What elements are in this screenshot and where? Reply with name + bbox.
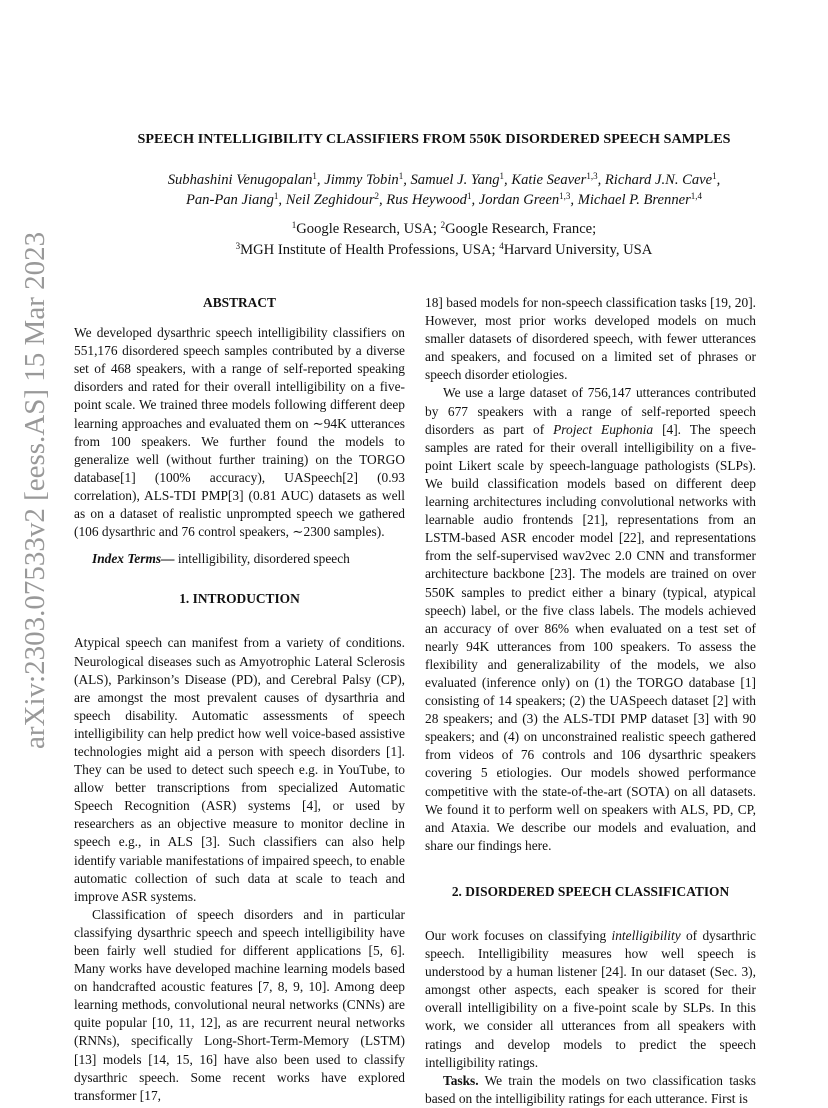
section2-p1-text: Our work focuses on classifying <box>425 928 612 943</box>
intro-paragraph-2-continued: 18] based models for non-speech classification tasks [19, 20]. However, most prior works developed models on much smaller datasets of disordered speech, with fewer utterances and speakers, and focused on a limited set of phrases or speech disorder etiologies. <box>425 295 756 383</box>
index-terms <box>74 550 405 568</box>
intro-paragraph-3 <box>425 384 756 854</box>
author: Subhashini Venugopalan <box>167 172 313 188</box>
arxiv-sidebar-id: arXiv:2303.07533v2 [eess.AS] 15 Mar 2023 <box>19 231 51 749</box>
intro-p3-text: [4]. The speech samples are rated for their overall intelligibility on a five-point Likert scale by speech-language pathologists (SLPs). We build classification models based on different deep learning architectures including convolutional networks with learnable audio frontends [21], representations from an LSTM-based ASR encoder model [22], and representations from the self-supervised wav2vec 2.0 CNN and transformer architecture backbone [23]. The models are trained on over 550K samples to predict either a binary (typical, atypical speech) label, or the five class labels. The models achieved an accuracy of over 86% when evaluated on a test set of nearly 94K utterances from 100 speakers. To assess the flexibility and generalizability of the models, we also evaluated (inference only) on (1) the TORGO database [1] consisting of 14 speakers; (2) the UASpeech dataset [2] with 28 speakers; and (3) the ALS-TDI PMP dataset [3] with 90 speakers; and (4) on unconstrained realistic speech gathered from videos of 76 controls and 106 dysarthric speakers covering 5 etiologies. Our models showed performance competitive with the state-of-the-art (SOTA) on all datasets. We found it to perform well on speakers with ALS, PD, CP, and Ataxia. We describe our models and evaluation, and share our findings here. <box>425 421 756 853</box>
author-affil-sup: 1,3 <box>586 171 598 181</box>
section2-p1-text: of dysarthric speech. Intelligibility measures how well speech is understood by a human listener [24]. In our dataset (Sec. 3), amongst other aspects, each speaker is scored for their overall intelligibility on a five-point scale by SLPs. In this work, we consider all utterances from all speakers with ratings and develop models to predict the speech intelligibility ratings. <box>425 928 756 1070</box>
author-affil-sup: 1 <box>273 191 279 201</box>
author: Samuel J. Yang <box>410 172 500 188</box>
affil-sup: 1 <box>291 220 297 230</box>
affil-sup: 3 <box>235 241 241 251</box>
author-affil-sup: 1 <box>398 171 404 181</box>
author: Neil Zeghidour <box>285 192 375 208</box>
tasks-text: We train the models on two classification tasks based on the intelligibility ratings for each utterance. First is <box>425 1072 756 1106</box>
section2-heading: 2. DISORDERED SPEECH CLASSIFICATION <box>451 883 730 899</box>
index-terms-text: intelligibility, disordered speech <box>174 551 350 567</box>
project-name: Project Euphonia <box>553 421 654 437</box>
author: Katie Seaver <box>511 172 587 188</box>
intro-p3-text: We use a large dataset of 756,147 utterances contributed by 677 speakers with a range of self-reported speech disorders as part of <box>425 385 756 437</box>
intro-paragraph-1: Atypical speech can manifest from a variety of conditions. Neurological diseases such as Amyotrophic Lateral Sclerosis (ALS), Parkinson’s Disease (PD), and Cerebral Palsy (CP), are amongst the most prevalent causes of dysarthria and speech disability. Automatic assessments of speech intelligibility can help predict how well voice-based assistive technologies might aid a person with speech disorders [1]. They can be used to detect such speech e.g. in YouTube, to allow better transcriptions from specialized Automatic Speech Recognition (ASR) systems [4], or used by researchers as an objective measure to monitor decline in speech e.g., in ALS [3]. Such classifiers can also help identify variable manifestations of impaired speech, to enable automatic collection of such data at scale to teach and improve ASR systems. <box>74 635 405 904</box>
section2-tasks-paragraph <box>425 1072 756 1108</box>
intro-heading: 1. INTRODUCTION <box>179 591 300 607</box>
affiliation: Harvard University, USA <box>503 242 653 258</box>
intro-paragraph-2: Classification of speech disorders and in particular classifying dysarthric speech and speech intelligibility have been fairly well studied for different applications [5, 6]. Many works have developed machine learning models based on handcrafted acoustic features [7, 8, 9, 10]. Among deep learning methods, convolutional neural networks (CNNs) are quite popular [10, 11, 12], as are recurrent neural networks (RNNs), specifically Long-Short-Term-Memory (LSTM) [13] models [14, 15, 16] have also been used to classify dysarthric speech. Some recent works have explored transformer [17, <box>74 906 405 1103</box>
affiliation: MGH Institute of Health Professions, USA; <box>240 242 500 258</box>
author-affil-sup: 1 <box>466 191 472 201</box>
author-affil-sup: 1 <box>312 171 317 181</box>
left-column <box>74 294 405 1105</box>
author-affil-sup: 1 <box>712 171 717 181</box>
author: Richard J.N. Cave <box>604 172 713 188</box>
section2-paragraph-1 <box>425 927 756 1072</box>
author: Michael P. Brenner <box>577 192 691 208</box>
author-list: Subhashini Venugopalan$^1$, Jimmy Tobin$^1$, Samuel J. Yang$^1$, Katie Seaver$^{1,3}$, Richard J.N. Cave$^1$, Pan-Pan Jiang$^1$, Neil Zeghidour$^2$, Rus Heywood$^1$, Jordan Green$^{1,3}$, Michael P. Brenner$^{1,4}$ <box>167 171 721 208</box>
tasks-label: Tasks. <box>443 1072 479 1088</box>
author: Pan-Pan Jiang <box>185 192 274 208</box>
author-affil-sup: 1 <box>499 171 505 181</box>
affiliations <box>60 219 828 261</box>
author-affil-sup: 1,4 <box>690 191 703 201</box>
affil-sup: 4 <box>499 241 504 251</box>
affiliation: Google Research, France; <box>445 221 597 237</box>
author-affil-sup: 2 <box>374 191 379 201</box>
author: Jimmy Tobin <box>324 172 399 188</box>
affil-sup: 2 <box>440 220 446 230</box>
affiliation: Google Research, USA; <box>296 221 441 237</box>
emphasis-term: intelligibility <box>611 928 681 943</box>
author-affil-sup: 1,3 <box>559 191 571 201</box>
abstract-text: We developed dysarthric speech intelligibility classifiers on 551,176 disordered speech samples contributed by a diverse set of 468 speakers, with a range of self-reported speaking disorders and rated for their overall intelligibility on a five-point scale. We trained three models following different deep learning approaches and evaluated them on ∼94K utterances from 100 speakers. We further found the models to generalize well (without further training) on the TORGO database[1] (100% accuracy), UASpeech[2] (0.93 correlation), ALS-TDI PMP[3] (0.81 AUC) datasets as well as on a dataset of realistic unprompted speech we gathered (106 dysarthric and 76 control speakers, ∼2300 samples). <box>74 325 405 540</box>
index-terms-label: Index Terms— <box>92 551 175 567</box>
abstract-heading: ABSTRACT <box>203 295 276 310</box>
author: Jordan Green <box>478 192 560 208</box>
paper-title: SPEECH INTELLIGIBILITY CLASSIFIERS FROM 550K DISORDERED SPEECH SAMPLES <box>137 131 731 147</box>
author: Rus Heywood <box>386 192 467 208</box>
right-column <box>425 294 756 1108</box>
